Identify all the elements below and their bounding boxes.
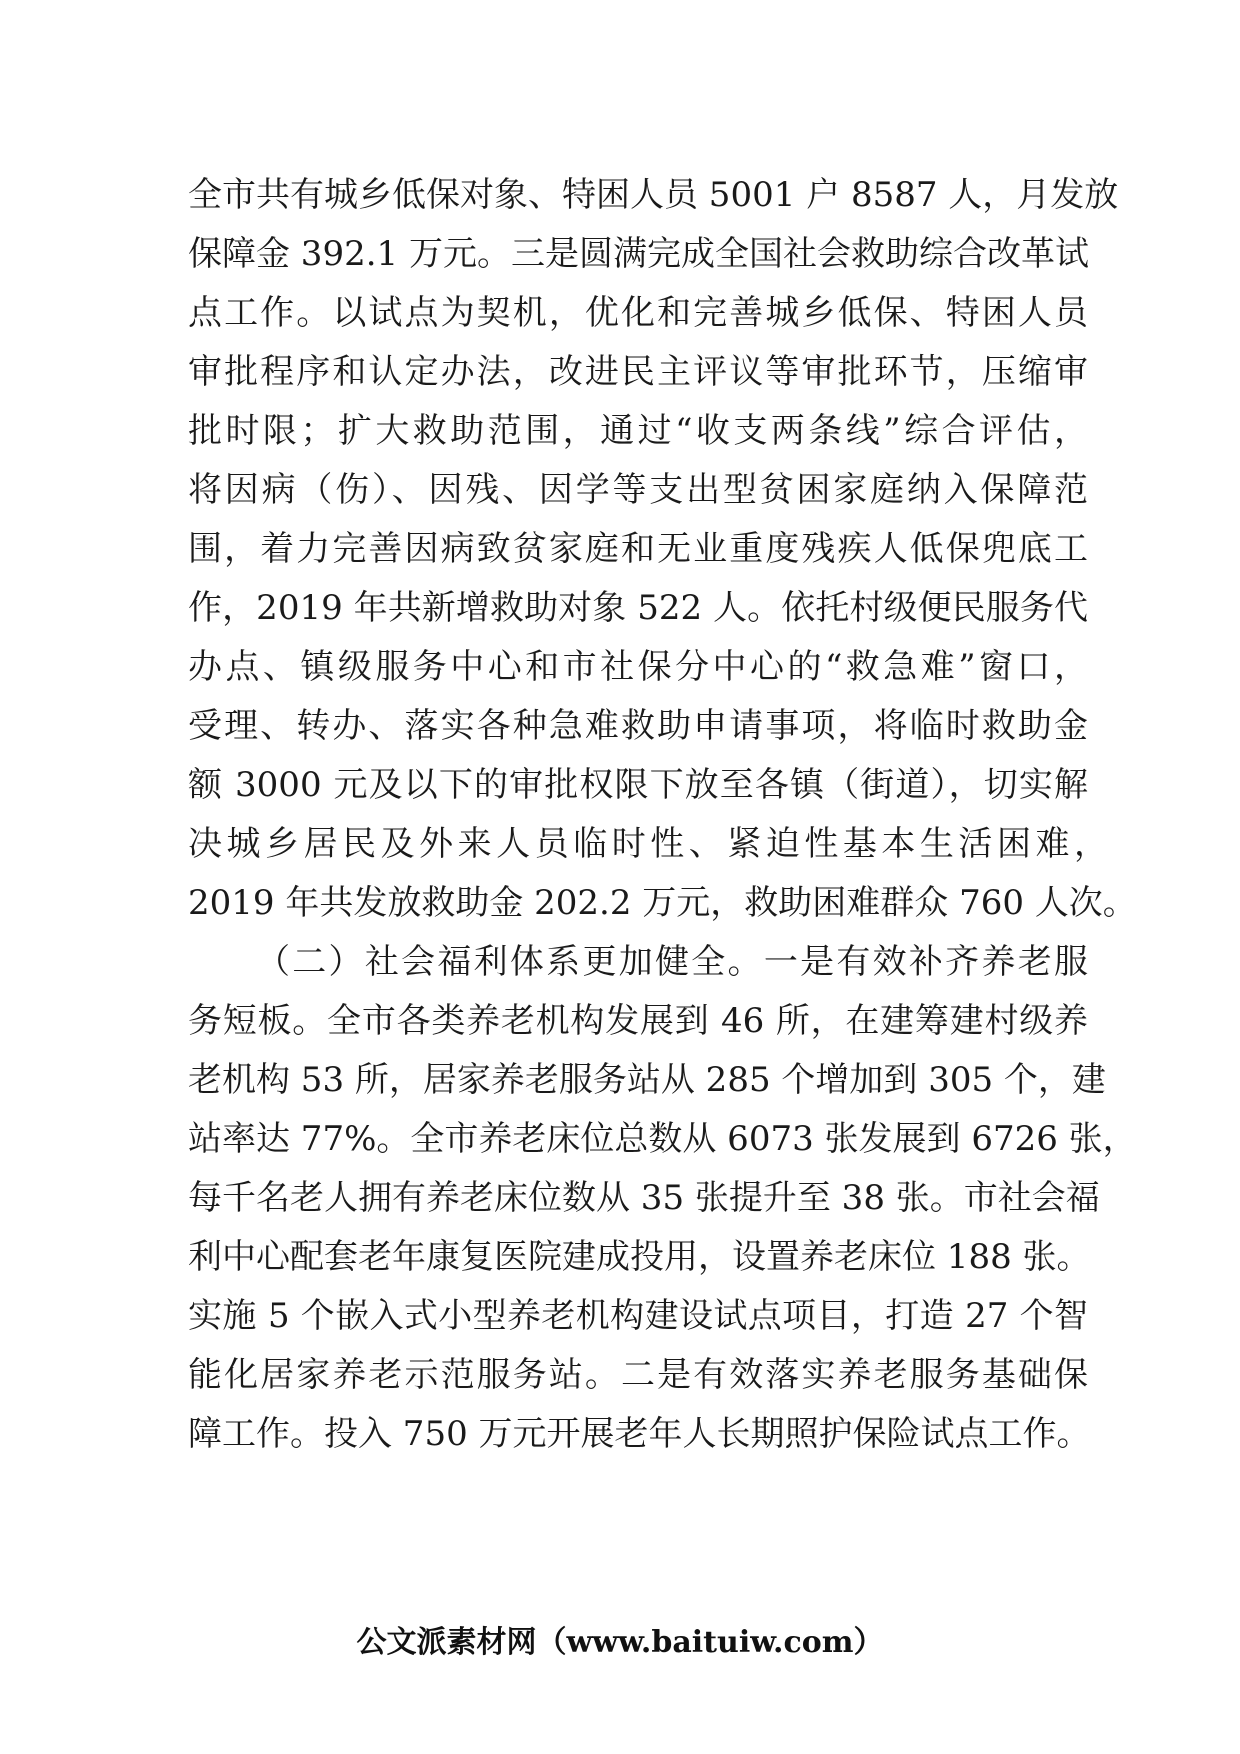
text-line: 作，2019 年共新增救助对象 522 人。依托村级便民服务代 bbox=[188, 588, 1088, 628]
text-line: 能化居家养老示范服务站。二是有效落实养老服务基础保 bbox=[188, 1355, 1088, 1395]
text-line: 受理、转办、落实各种急难救助申请事项，将临时救助金 bbox=[188, 706, 1088, 746]
text-line: 全市共有城乡低保对象、特困人员 5001 户 8587 人，月发放 bbox=[188, 175, 1119, 215]
text-line: 批时限；扩大救助范围，通过“收支两条线”综合评估， bbox=[188, 411, 1088, 451]
footer-watermark: 公文派素材网（www.baituiw.com） bbox=[356, 1625, 884, 1660]
text-line: 2019 年共发放救助金 202.2 万元，救助困难群众 760 人次。 bbox=[188, 883, 1137, 923]
text-line: 障工作。投入 750 万元开展老年人长期照护保险试点工作。 bbox=[188, 1414, 1091, 1454]
text-line: 每千名老人拥有养老床位数从 35 张提升至 38 张。市社会福 bbox=[188, 1178, 1100, 1218]
text-line: 额 3000 元及以下的审批权限下放至各镇（街道），切实解 bbox=[188, 765, 1088, 805]
text-line: 务短板。全市各类养老机构发展到 46 所，在建筹建村级养 bbox=[188, 1001, 1088, 1041]
text-line: 点工作。以试点为契机，优化和完善城乡低保、特困人员 bbox=[188, 293, 1088, 333]
text-line: 老机构 53 所，居家养老服务站从 285 个增加到 305 个，建 bbox=[188, 1060, 1106, 1100]
text-line: 审批程序和认定办法，改进民主评议等审批环节，压缩审 bbox=[188, 352, 1088, 392]
text-line: 实施 5 个嵌入式小型养老机构建设试点项目，打造 27 个智 bbox=[188, 1296, 1088, 1336]
text-line: 站率达 77%。全市养老床位总数从 6073 张发展到 6726 张， bbox=[188, 1119, 1137, 1159]
text-line: 围，着力完善因病致贫家庭和无业重度残疾人低保兜底工 bbox=[188, 529, 1088, 569]
text-line: 利中心配套老年康复医院建成投用，设置养老床位 188 张。 bbox=[188, 1237, 1091, 1277]
text-line: 办点、镇级服务中心和市社保分中心的“救急难”窗口， bbox=[188, 647, 1088, 687]
text-line: 将因病（伤）、因残、因学等支出型贫困家庭纳入保障范 bbox=[188, 470, 1088, 510]
text-line: 保障金 392.1 万元。三是圆满完成全国社会救助综合改革试 bbox=[188, 234, 1089, 274]
text-line: 决城乡居民及外来人员临时性、紧迫性基本生活困难， bbox=[188, 824, 1108, 864]
section-heading-line: （二）社会福利体系更加健全。一是有效补齐养老服 bbox=[256, 942, 1088, 982]
